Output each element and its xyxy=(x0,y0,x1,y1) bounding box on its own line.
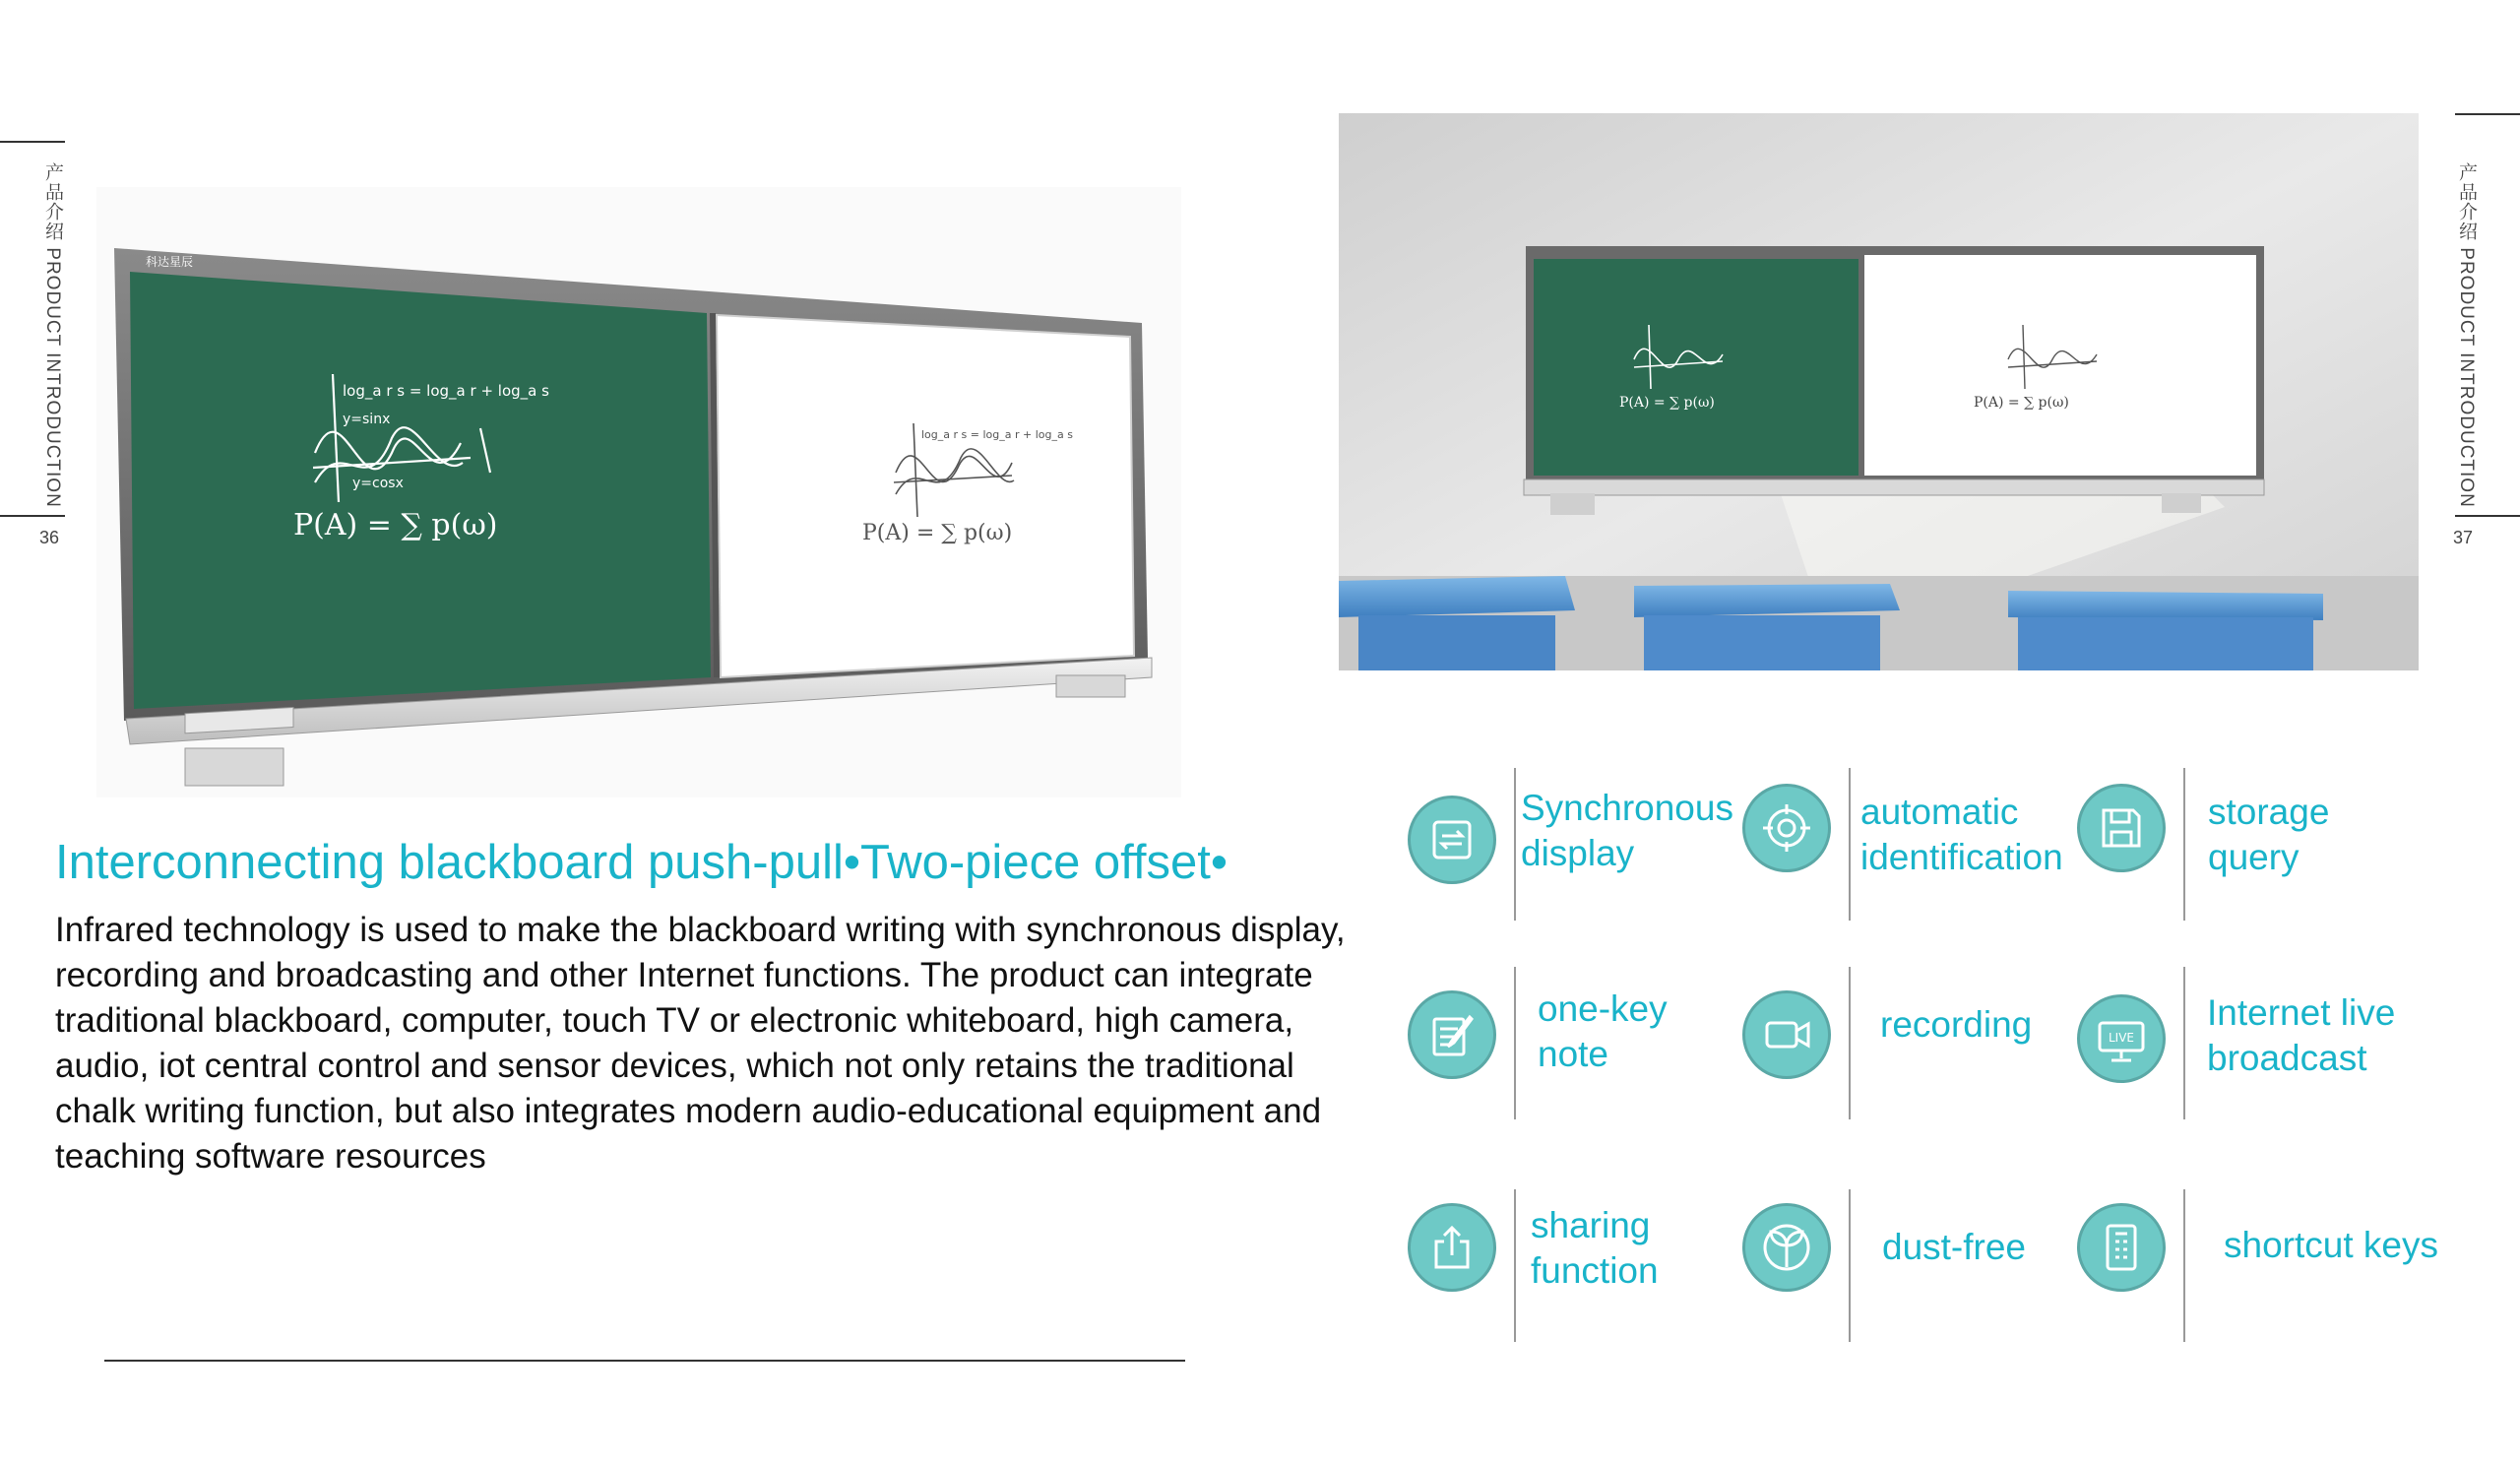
left-side-label: 产品介绍 PRODUCT INTRODUCTION xyxy=(42,162,63,508)
board-brand-text: 科达星辰 xyxy=(146,255,194,269)
leaf-icon xyxy=(1742,1203,1831,1292)
svg-text:y=sinx: y=sinx xyxy=(343,412,391,427)
svg-text:log_a r s = log_a r + log_a s: log_a r s = log_a r + log_a s xyxy=(921,428,1073,441)
right-top-margin-rule xyxy=(2455,113,2520,115)
classroom-photo xyxy=(1339,113,2419,670)
floppy-disk-icon xyxy=(2077,784,2166,872)
sliding-blackboard-image xyxy=(96,187,1181,797)
target-icon xyxy=(1742,784,1831,872)
white-whiteboard-panel xyxy=(717,315,1134,677)
video-camera-icon xyxy=(1742,990,1831,1079)
notepad-pen-icon xyxy=(1408,990,1496,1079)
svg-text:LIVE: LIVE xyxy=(2108,1031,2135,1045)
green-chalkboard-panel xyxy=(130,272,711,709)
keypad-icon xyxy=(2077,1203,2166,1292)
svg-text:P(A) = ∑ p(ω): P(A) = ∑ p(ω) xyxy=(1974,395,2069,411)
left-page-number: 36 xyxy=(39,528,60,547)
left-top-margin-rule xyxy=(0,141,65,143)
svg-text:P(A) = ∑ p(ω): P(A) = ∑ p(ω) xyxy=(862,521,1013,545)
headline: Interconnecting blackboard push-pull•Two-piece offset• xyxy=(55,836,1228,889)
right-side-label: 产品介绍 PRODUCT INTRODUCTION xyxy=(2456,162,2477,508)
svg-text:log_a r s = log_a r + log_a s: log_a r s = log_a r + log_a s xyxy=(343,382,549,400)
bottom-rule xyxy=(104,1360,1185,1362)
share-icon xyxy=(1408,1203,1496,1292)
sync-arrows-icon xyxy=(1408,796,1496,884)
svg-text:y=cosx: y=cosx xyxy=(352,476,404,491)
svg-text:P(A) = ∑ p(ω): P(A) = ∑ p(ω) xyxy=(1619,395,1715,411)
right-bottom-margin-rule xyxy=(2455,515,2520,517)
product-description: Infrared technology is used to make the blackboard writing with synchronous display, recording and broadcasting and other Internet functions. The product can integrate traditional blackboard, computer, touch TV or electronic whiteboard, high camera, audio, iot central control and sensor devices, which not only retains the traditional chalk writing function, but also integrates modern audio-educational equipment and teaching software resources xyxy=(55,911,1346,1176)
svg-text:P(A) = ∑ p(ω): P(A) = ∑ p(ω) xyxy=(293,508,498,542)
left-bottom-margin-rule xyxy=(0,515,65,517)
live-monitor-icon xyxy=(2077,994,2166,1083)
right-page-number: 37 xyxy=(2453,528,2474,547)
